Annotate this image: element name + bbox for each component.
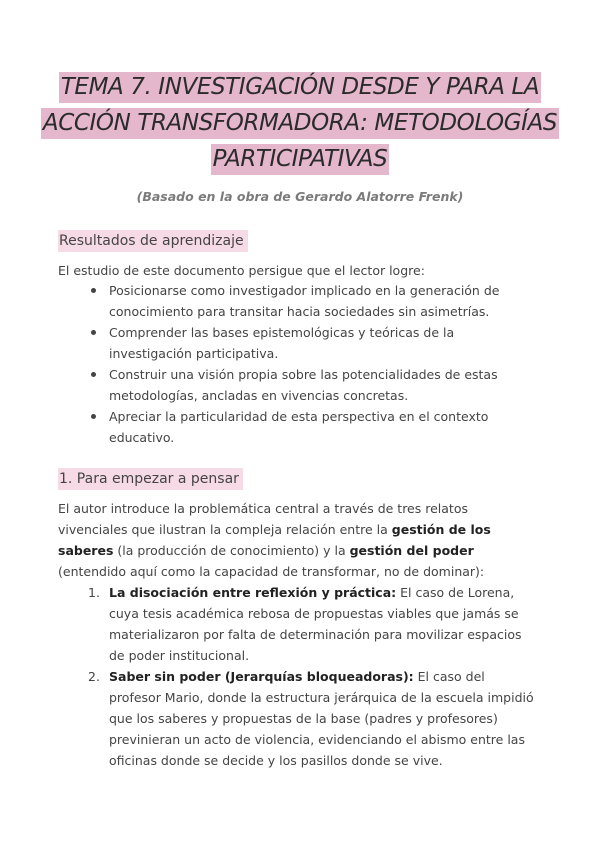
title-line-2: ACCIÓN TRANSFORMADORA: METODOLOGÍAS bbox=[41, 108, 559, 139]
relatos-list bbox=[58, 582, 538, 771]
emphasis-gestion-poder: gestión del poder bbox=[349, 543, 474, 558]
bullet-icon bbox=[91, 372, 96, 377]
document-subtitle: (Basado en la obra de Gerardo Alatorre Frenk) bbox=[136, 189, 464, 204]
list-item: Posicionarse como investigador implicado en la generación de conocimiento para transitar hacia sociedades sin asimetrías. bbox=[58, 280, 538, 322]
title-line-3: PARTICIPATIVAS bbox=[211, 144, 390, 175]
list-number: 1. bbox=[88, 585, 100, 600]
document-title bbox=[40, 72, 560, 180]
bullet-icon bbox=[91, 414, 96, 419]
section-heading-para-empezar: 1. Para empezar a pensar bbox=[58, 468, 243, 490]
list-item: 2. Saber sin poder (Jerarquías bloqueadoras): El caso del profesor Mario, donde la estructura jerárquica de la escuela impidió que los saberes y propuestas de la base (padres y profesores) previnieran un acto de violencia, evidenciando el abismo entre las oficinas donde se decide y los pasillos donde se vive. bbox=[58, 666, 538, 771]
list-item: 1. La disociación entre reflexión y práctica: El caso de Lorena, cuya tesis académica rebosa de propuestas viables que jamás se materializaron por falta de determinación para movilizar espacios de poder institucional. bbox=[58, 582, 538, 666]
title-line-1: TEMA 7. INVESTIGACIÓN DESDE Y PARA LA bbox=[59, 72, 541, 103]
emphasis-gestion-saberes: gestión de los saberes bbox=[58, 522, 491, 558]
section-intro-paragraph: El autor introduce la problemática central a través de tres relatos vivenciales que ilustran la compleja relación entre la gestión de los saberes (la producción de conocimiento) y la gestión del poder (entendido aquí como la capacidad de transformar, no de dominar): bbox=[58, 501, 491, 579]
bullet-icon bbox=[91, 330, 96, 335]
learning-outcomes-intro: El estudio de este documento persigue que el lector logre: bbox=[58, 263, 425, 278]
section-heading-learning-outcomes: Resultados de aprendizaje bbox=[58, 230, 248, 252]
bullet-icon bbox=[91, 288, 96, 293]
list-item: Comprender las bases epistemológicas y teóricas de la investigación participativa. bbox=[58, 322, 538, 364]
list-number: 2. bbox=[88, 669, 100, 684]
list-item: Construir una visión propia sobre las potencialidades de estas metodologías, ancladas en vivencias concretas. bbox=[58, 364, 538, 406]
list-item: Apreciar la particularidad de esta perspectiva en el contexto educativo. bbox=[58, 406, 538, 448]
learning-outcomes-list bbox=[58, 280, 538, 448]
